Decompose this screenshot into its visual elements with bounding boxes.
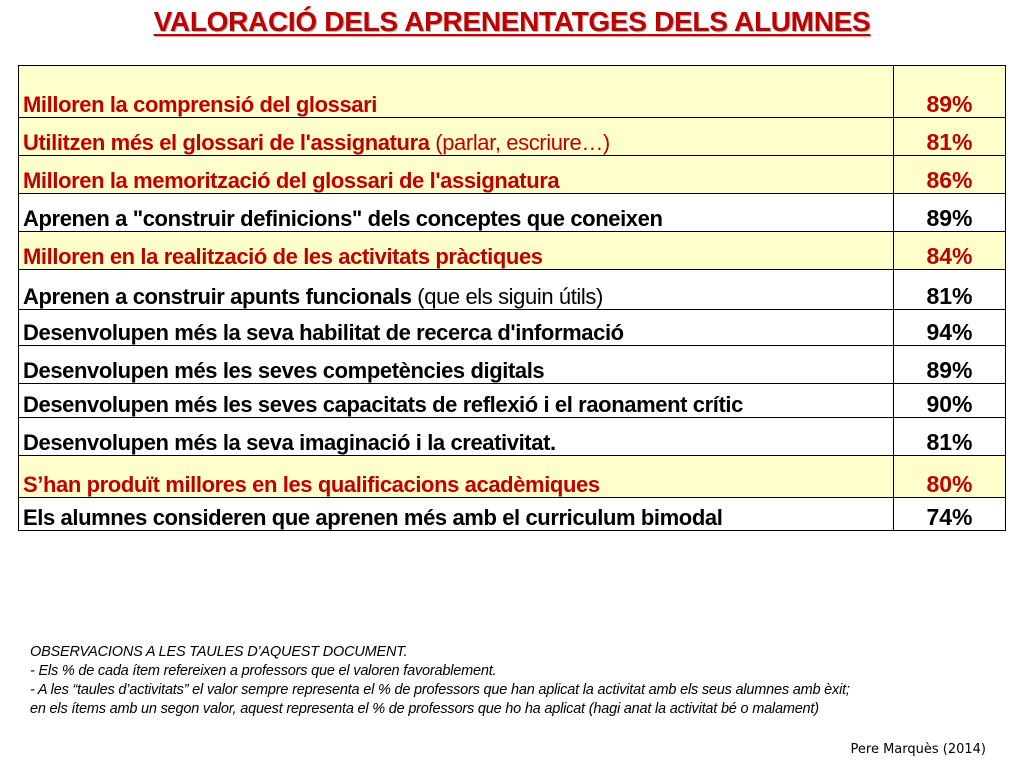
- observations-line: en els ítems amb un segon valor, aquest representa el % de professors que ho ha aplicat (hagi anat la activitat bé o malament): [30, 701, 819, 717]
- table-row: [19, 232, 1006, 270]
- item-percentage: 94%: [894, 310, 1006, 346]
- item-text: Aprenen a construir apunts funcionals: [23, 284, 412, 309]
- table-row: [19, 384, 1006, 418]
- item-percentage: 89%: [894, 194, 1006, 232]
- item-label: [19, 456, 894, 498]
- item-text: Milloren la comprensió del glossari: [23, 92, 377, 117]
- item-percentage: 81%: [894, 418, 1006, 456]
- item-label: [19, 232, 894, 270]
- item-text: S’han produït millores en les qualificacions acadèmiques: [23, 472, 600, 497]
- item-percentage: 74%: [894, 498, 1006, 531]
- author-credit: Pere Marquès (2014): [850, 742, 986, 757]
- assessment-table: [18, 65, 1006, 531]
- item-percentage: 90%: [894, 384, 1006, 418]
- item-label: [19, 66, 894, 118]
- table-row: [19, 194, 1006, 232]
- item-percentage: 81%: [894, 118, 1006, 156]
- item-label: [19, 310, 894, 346]
- table-row: [19, 310, 1006, 346]
- observations-heading: OBSERVACIONS A LES TAULES D’AQUEST DOCUMENT.: [30, 644, 408, 660]
- item-label: [19, 384, 894, 418]
- table-row: [19, 66, 1006, 118]
- item-label: [19, 270, 894, 310]
- item-text: Els alumnes consideren que aprenen més amb el curriculum bimodal: [23, 505, 723, 530]
- item-text: Desenvolupen més les seves competències digitals: [23, 358, 545, 383]
- item-note: (parlar, escriure…): [429, 130, 610, 155]
- table-row: [19, 498, 1006, 531]
- item-label: [19, 498, 894, 531]
- item-label: [19, 346, 894, 384]
- item-note: (que els siguin útils): [411, 284, 603, 309]
- item-percentage: 89%: [894, 346, 1006, 384]
- item-label: [19, 194, 894, 232]
- table-row: [19, 346, 1006, 384]
- item-text: Desenvolupen més les seves capacitats de reflexió i el raonament crític: [23, 392, 743, 417]
- item-label: [19, 118, 894, 156]
- item-label: [19, 418, 894, 456]
- table-row: [19, 156, 1006, 194]
- table-row: [19, 270, 1006, 310]
- item-percentage: 81%: [894, 270, 1006, 310]
- item-percentage: 86%: [894, 156, 1006, 194]
- item-text: Utilitzen més el glossari de l'assignatura: [23, 130, 430, 155]
- item-label: [19, 156, 894, 194]
- page-title: VALORACIÓ DELS APRENENTATGES DELS ALUMNES: [153, 6, 871, 37]
- item-percentage: 89%: [894, 66, 1006, 118]
- item-text: Desenvolupen més la seva habilitat de recerca d'informació: [23, 320, 624, 345]
- table-row: [19, 118, 1006, 156]
- observations-line: - Els % de cada ítem refereixen a professors que el valoren favorablement.: [30, 663, 497, 679]
- table-row: [19, 456, 1006, 498]
- item-text: Aprenen a "construir definicions" dels conceptes que coneixen: [23, 206, 663, 231]
- item-text: Milloren la memorització del glossari de l'assignatura: [23, 168, 560, 193]
- item-text: Milloren en la realització de les activitats pràctiques: [23, 244, 543, 269]
- observations: [30, 643, 1010, 719]
- table-row: [19, 418, 1006, 456]
- item-percentage: 84%: [894, 232, 1006, 270]
- item-text: Desenvolupen més la seva imaginació i la creativitat.: [23, 430, 556, 455]
- observations-line: - A les “taules d’activitats” el valor sempre representa el % de professors que han aplicat la activitat amb els seus alumnes amb èxit;: [30, 682, 850, 698]
- item-percentage: 80%: [894, 456, 1006, 498]
